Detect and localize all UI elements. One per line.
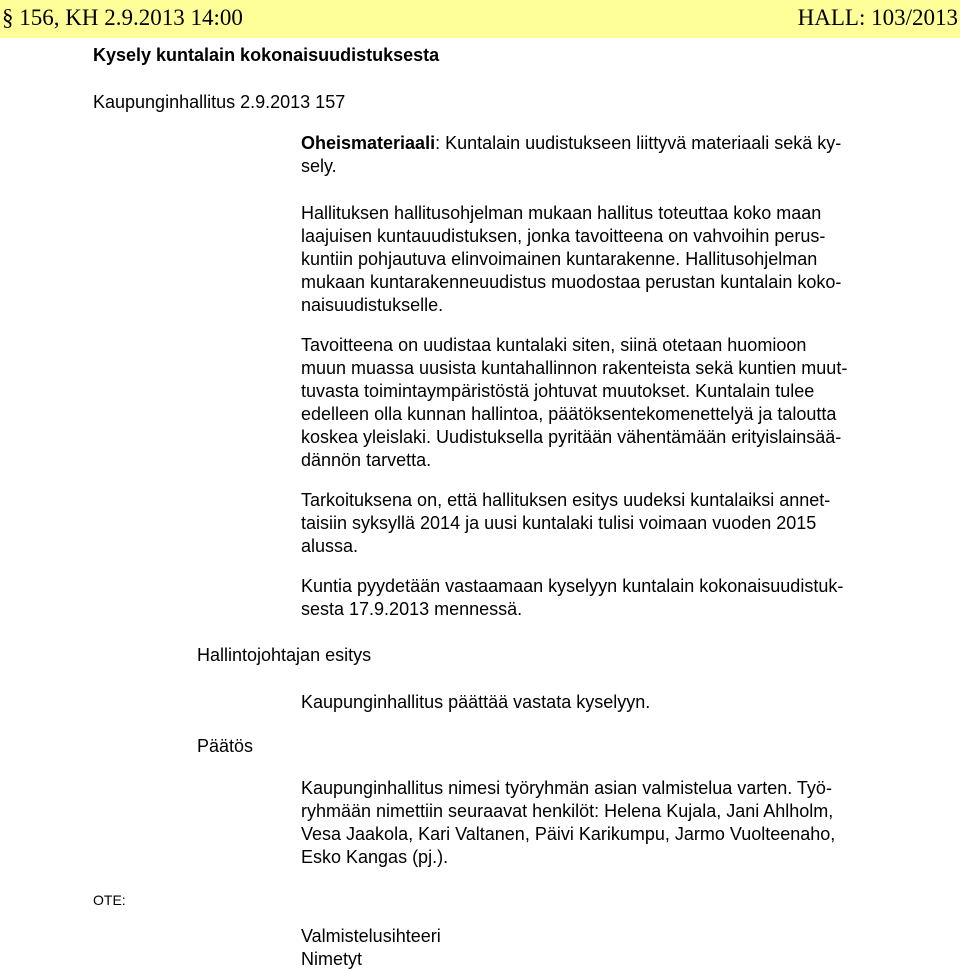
attachment-line: Oheismateriaali: Kuntalain uudistukseen liittyvä materiaali sekä ky- bbox=[301, 133, 842, 153]
text-line: edelleen olla kunnan hallintoa, päätöksentekomenettelyä ja taloutta bbox=[301, 404, 837, 424]
text-line: Kaupunginhallitus nimesi työryhmän asian valmistelua varten. Työ- bbox=[301, 778, 832, 798]
text-line: Kuntia pyydetään vastaamaan kyselyyn kuntalain kokonaisuudistuk- bbox=[301, 576, 844, 596]
recipient: Nimetyt bbox=[301, 949, 363, 969]
text-line: koskea yleislaki. Uudistuksella pyritään vähentämään erityislainsää- bbox=[301, 427, 842, 447]
paragraph-2 bbox=[301, 334, 901, 472]
text-line: kuntiin pohjautuva elinvoimainen kuntarakenne. Hallitusohjelman bbox=[301, 249, 818, 269]
meeting-reference: Kaupunginhallitus 2.9.2013 157 bbox=[93, 92, 346, 112]
proposal-text bbox=[301, 691, 901, 714]
text-line: Vesa Jaakola, Kari Valtanen, Päivi Karikumpu, Jarmo Vuolteenaho, bbox=[301, 824, 836, 844]
attachment-note bbox=[301, 132, 901, 178]
decision-label: Päätös bbox=[197, 736, 254, 756]
text-line: dännön tarvetta. bbox=[301, 450, 432, 470]
document-number: HALL: 103/2013 bbox=[797, 5, 958, 30]
paragraph-1 bbox=[301, 202, 901, 317]
recipient: Valmistelusihteeri bbox=[301, 926, 441, 946]
header-bar bbox=[0, 0, 960, 38]
text-line: Kaupunginhallitus päättää vastata kyselyyn. bbox=[301, 692, 651, 712]
text-line: Tavoitteena on uudistaa kuntalaki siten, siinä otetaan huomioon bbox=[301, 335, 807, 355]
section-reference: § 156, KH 2.9.2013 14:00 bbox=[2, 5, 243, 30]
extract-recipients bbox=[301, 925, 901, 971]
text-line: sesta 17.9.2013 mennessä. bbox=[301, 599, 523, 619]
decision-text bbox=[301, 777, 901, 869]
text-line: naisuudistukselle. bbox=[301, 295, 444, 315]
attachment-line: sely. bbox=[301, 156, 337, 176]
extract-label: OTE: bbox=[93, 892, 126, 908]
attachment-label: Oheismateriaali bbox=[301, 133, 436, 153]
text-line: muun muassa uusista kuntahallinnon rakenteista sekä kuntien muut- bbox=[301, 358, 848, 378]
document-title: Kysely kuntalain kokonaisuudistuksesta bbox=[93, 45, 440, 65]
text-line: ryhmään nimettiin seuraavat henkilöt: Helena Kujala, Jani Ahlholm, bbox=[301, 801, 834, 821]
text-line: Esko Kangas (pj.). bbox=[301, 847, 449, 867]
text-line: mukaan kuntarakenneuudistus muodostaa perustan kuntalain koko- bbox=[301, 272, 842, 292]
text-line: tuvasta toimintaympäristöstä johtuvat muutokset. Kuntalain tulee bbox=[301, 381, 815, 401]
paragraph-4 bbox=[301, 575, 901, 621]
paragraph-3 bbox=[301, 489, 901, 558]
text-line: alussa. bbox=[301, 536, 359, 556]
proposal-label: Hallintojohtajan esitys bbox=[197, 645, 372, 665]
text-line: Tarkoituksena on, että hallituksen esitys uudeksi kuntalaiksi annet- bbox=[301, 490, 831, 510]
text-line: Hallituksen hallitusohjelman mukaan hallitus toteuttaa koko maan bbox=[301, 203, 822, 223]
text-line: taisiin syksyllä 2014 ja uusi kuntalaki tulisi voimaan vuoden 2015 bbox=[301, 513, 817, 533]
text-line: laajuisen kuntauudistuksen, jonka tavoitteena on vahvoihin perus- bbox=[301, 226, 826, 246]
